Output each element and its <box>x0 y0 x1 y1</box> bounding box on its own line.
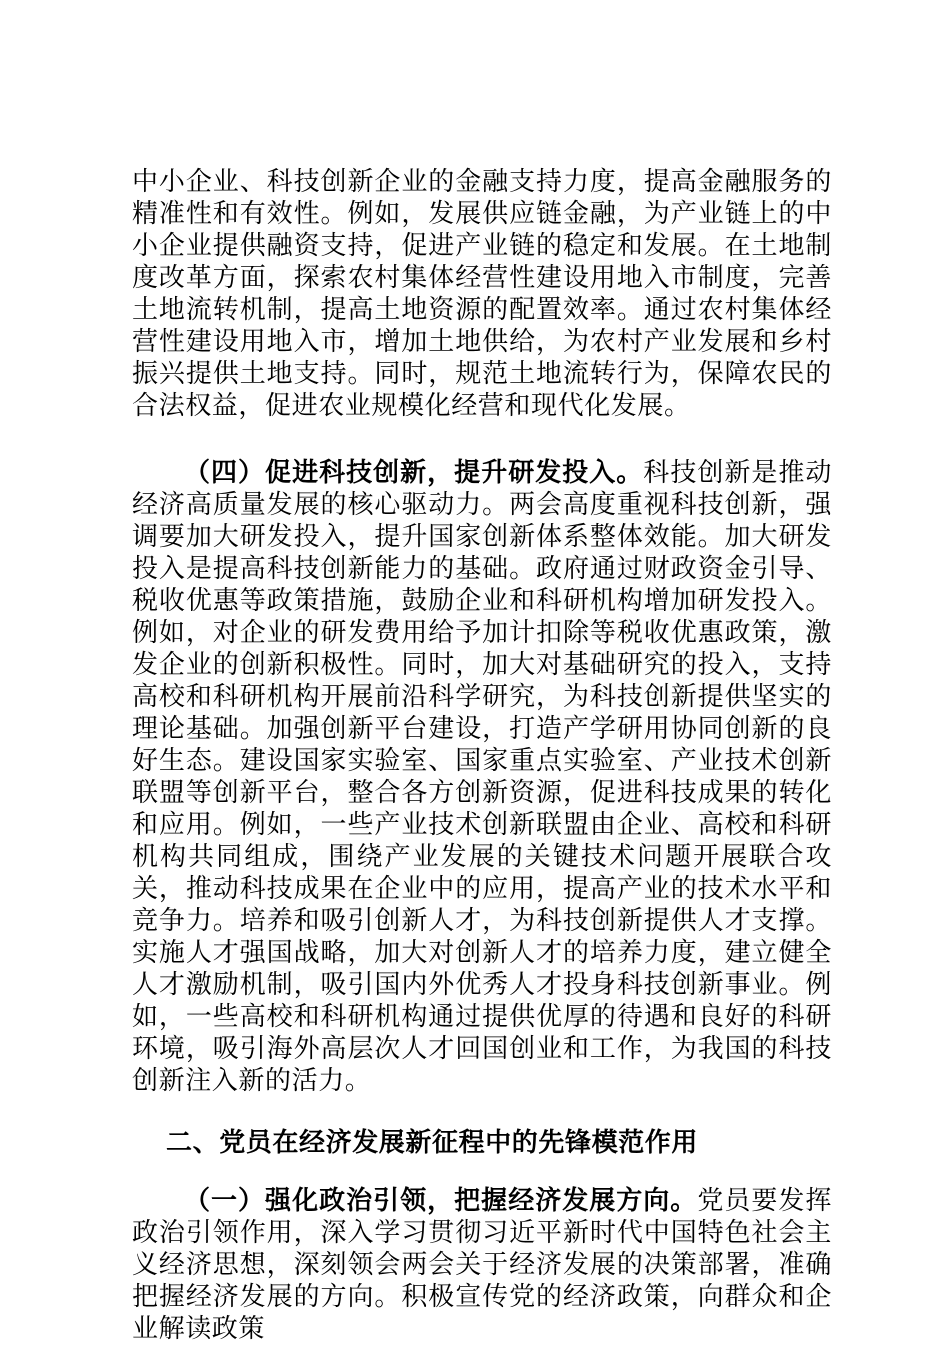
part-2-section-1-heading: （一）强化政治引领，把握经济发展方向。 <box>184 1186 698 1216</box>
document-body <box>132 166 832 1345</box>
section-4-body: 科技创新是推动经济高质量发展的核心驱动力。两会高度重视科技创新，强调要加大研发投入，提升国家创新体系整体效能。加大研发投入是提高科技创新能力的基础。政府通过财政资金引导、税收优惠等政策措施，鼓励企业和科研机构增加研发投入。例如，对企业的研发费用给予加计扣除等税收优惠政策，激发企业的创新积极性。同时，加大对基础研究的投入，支持高校和科研机构开展前沿科学研究，为科技创新提供坚实的理论基础。加强创新平台建设，打造产学研用协同创新的良好生态。建设国家实验室、国家重点实验室、产业技术创新联盟等创新平台，整合各方创新资源，促进科技成果的转化和应用。例如，一些产业技术创新联盟由企业、高校和科研机构共同组成，围绕产业发展的关键技术问题开展联合攻关，推动科技成果在企业中的应用，提高产业的技术水平和竞争力。培养和吸引创新人才，为科技创新提供人才支撑。实施人才强国战略，加大对创新人才的培养力度，建立健全人才激励机制，吸引国内外优秀人才投身科技创新事业。例如，一些高校和科研机构通过提供优厚的待遇和良好的科研环境，吸引海外高层次人才回国创业和工作，为我国的科技创新注入新的活力。 <box>132 458 832 1096</box>
section-4-heading: （四）促进科技创新，提升研发投入。 <box>184 458 644 488</box>
paragraph-part-2-section-1 <box>132 1185 832 1345</box>
paragraph-section-4 <box>132 457 832 1097</box>
paragraph-continued: 中小企业、科技创新企业的金融支持力度，提高金融服务的精准性和有效性。例如，发展供应链金融，为产业链上的中小企业提供融资支持，促进产业链的稳定和发展。在土地制度改革方面，探索农村集体经营性建设用地入市制度，完善土地流转机制，提高土地资源的配置效率。通过农村集体经营性建设用地入市，增加土地供给，为农村产业发展和乡村振兴提供土地支持。同时，规范土地流转行为，保障农民的合法权益，促进农业规模化经营和现代化发展。 <box>132 167 832 421</box>
part-2-section-1-body: 党员要发挥政治引领作用，深入学习贯彻习近平新时代中国特色社会主义经济思想，深刻领会两会关于经济发展的决策部署，准确把握经济发展的方向。积极宣传党的经济政策，向群众和企业解读政策 <box>132 1186 832 1344</box>
part-2-title: 二、党员在经济发展新征程中的先锋模范作用 <box>166 1128 699 1158</box>
